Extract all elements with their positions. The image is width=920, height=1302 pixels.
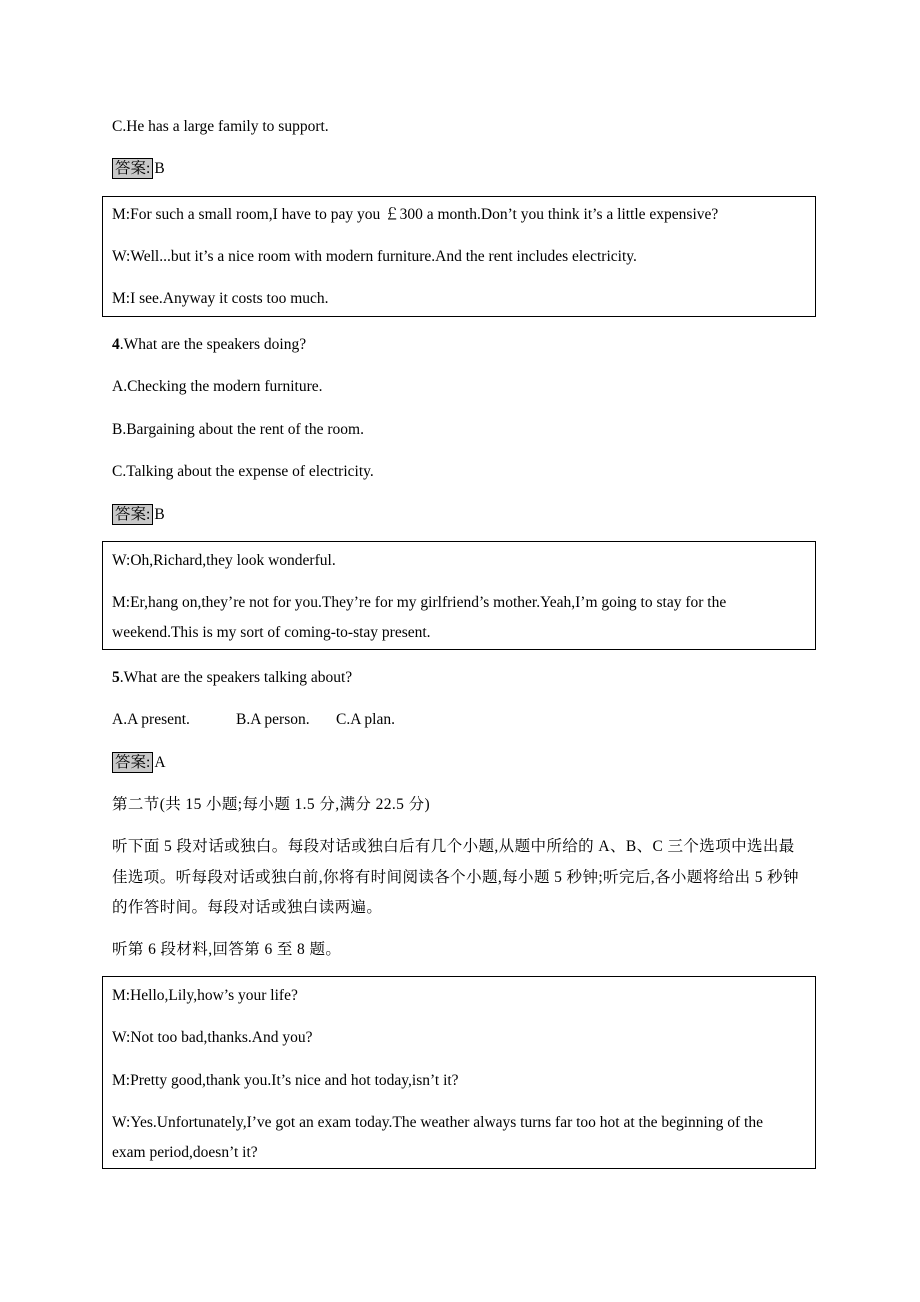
material-6-heading: 听第 6 段材料,回答第 6 至 8 题。	[112, 941, 342, 958]
question-number: 4	[112, 336, 120, 353]
answer-label: 答案:	[112, 504, 153, 525]
q4-option-c: C.Talking about the expense of electricity.	[112, 463, 374, 480]
answer-value: A	[154, 754, 166, 771]
instruction-line: 的作答时间。每段对话或独白读两遍。	[112, 899, 383, 916]
dialog-line: exam period,doesn’t it?	[112, 1144, 258, 1161]
answer-5	[112, 752, 166, 773]
q4-option-a: A.Checking the modern furniture.	[112, 378, 323, 395]
dialog-box-6	[102, 976, 816, 1169]
answer-label: 答案:	[112, 752, 153, 773]
answer-label: 答案:	[112, 158, 153, 179]
q4-option-b: B.Bargaining about the rent of the room.	[112, 421, 364, 438]
dialog-box-3	[102, 196, 816, 317]
question-4	[112, 335, 306, 355]
q5-option-b: B.A person.	[236, 711, 310, 728]
q5-option-a: A.A present.	[112, 711, 190, 728]
dialog-line: M:For such a small room,I have to pay you ￡300 a month.Don’t you think it’s a little expensive?	[112, 206, 719, 223]
question-text: .What are the speakers talking about?	[119, 669, 353, 686]
answer-value: B	[154, 506, 165, 523]
question-5	[112, 668, 352, 688]
section-heading: 第二节(共 15 小题;每小题 1.5 分,满分 22.5 分)	[112, 796, 431, 813]
dialog-line: M:Hello,Lily,how’s your life?	[112, 987, 298, 1004]
answer-4	[112, 504, 165, 525]
answer-3	[112, 158, 165, 179]
instruction-line: 佳选项。听每段对话或独白前,你将有时间阅读各个小题,每小题 5 秒钟;听完后,各小题将给出 5 秒钟	[112, 869, 799, 886]
dialog-line: M:Pretty good,thank you.It’s nice and hot today,isn’t it?	[112, 1072, 459, 1089]
q5-options	[112, 710, 395, 730]
question-number: 5	[112, 669, 120, 686]
dialog-line: M:I see.Anyway it costs too much.	[112, 290, 329, 307]
dialog-line: W:Well...but it’s a nice room with modern furniture.And the rent includes electricity.	[112, 248, 637, 265]
dialog-line: W:Yes.Unfortunately,I’ve got an exam today.The weather always turns far too hot at the beginning of the	[112, 1114, 763, 1131]
question-text: .What are the speakers doing?	[119, 336, 307, 353]
q3-option-c: C.He has a large family to support.	[112, 118, 329, 135]
q5-option-c: C.A plan.	[336, 711, 395, 728]
dialog-line: weekend.This is my sort of coming-to-stay present.	[112, 624, 431, 641]
dialog-line: W:Oh,Richard,they look wonderful.	[112, 552, 336, 569]
dialog-box-4	[102, 541, 816, 650]
dialog-line: M:Er,hang on,they’re not for you.They’re for my girlfriend’s mother.Yeah,I’m going to stay for the	[112, 594, 727, 611]
answer-value: B	[154, 160, 165, 177]
dialog-line: W:Not too bad,thanks.And you?	[112, 1029, 313, 1046]
instruction-line: 听下面 5 段对话或独白。每段对话或独白后有几个小题,从题中所给的 A、B、C 三个选项中选出最	[112, 838, 795, 855]
